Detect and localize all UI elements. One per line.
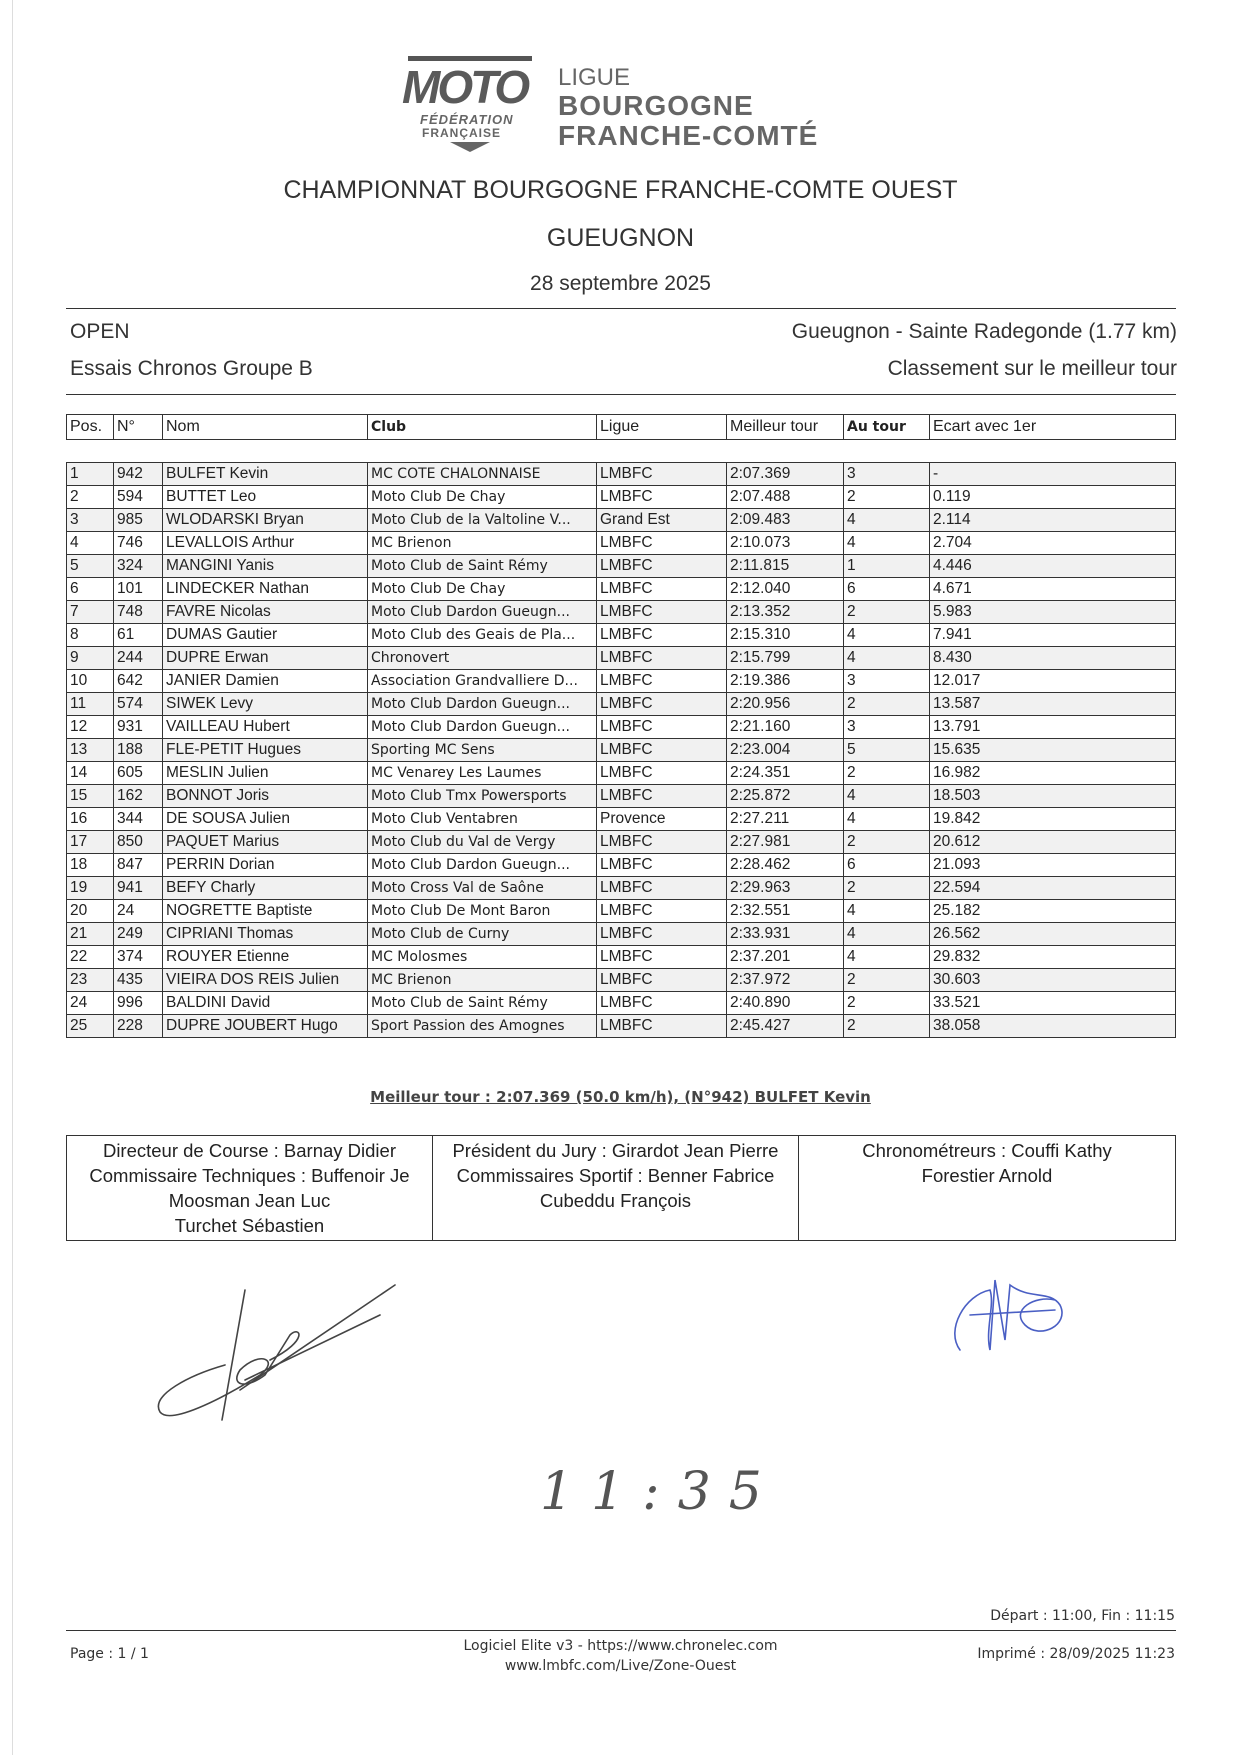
- cell-club: MC Brienon: [368, 969, 597, 992]
- table-row: [67, 509, 1176, 532]
- col-header-gap: Ecart avec 1er: [930, 415, 1176, 440]
- cell-number: 344: [114, 808, 163, 831]
- cell-pos: 7: [67, 601, 114, 624]
- cell-name: NOGRETTE Baptiste: [163, 900, 368, 923]
- cell-pos: 15: [67, 785, 114, 808]
- cell-gap: 33.521: [930, 992, 1176, 1015]
- cell-club: Sporting MC Sens: [368, 739, 597, 762]
- cell-name: PERRIN Dorian: [163, 854, 368, 877]
- cell-at-lap: 4: [844, 785, 930, 808]
- officials-col-timekeepers: [798, 1136, 1175, 1241]
- cell-name: FAVRE Nicolas: [163, 601, 368, 624]
- printed-timestamp: Imprimé : 28/09/2025 11:23: [977, 1646, 1175, 1662]
- cell-gap: 13.791: [930, 716, 1176, 739]
- cell-pos: 12: [67, 716, 114, 739]
- cell-pos: 8: [67, 624, 114, 647]
- cell-club: Moto Club de Saint Rémy: [368, 555, 597, 578]
- cell-club: Association Grandvalliere D...: [368, 670, 597, 693]
- ffm-logo: [400, 52, 540, 152]
- cell-gap: 16.982: [930, 762, 1176, 785]
- cell-league: LMBFC: [597, 463, 727, 486]
- cell-number: 188: [114, 739, 163, 762]
- officials-col-race-direction: [67, 1136, 433, 1241]
- cell-best-lap: 2:23.004: [727, 739, 844, 762]
- cell-name: DUMAS Gautier: [163, 624, 368, 647]
- header-row: [67, 415, 1176, 440]
- cell-best-lap: 2:07.369: [727, 463, 844, 486]
- table-row: [67, 647, 1176, 670]
- cell-number: 249: [114, 923, 163, 946]
- table-row: [67, 1015, 1176, 1038]
- cell-league: LMBFC: [597, 647, 727, 670]
- signature-stroke: [240, 1285, 395, 1390]
- cell-at-lap: 4: [844, 647, 930, 670]
- cell-gap: 15.635: [930, 739, 1176, 762]
- official-line: Commissaires Sportif : Benner Fabrice: [456, 1165, 775, 1186]
- cell-best-lap: 2:10.073: [727, 532, 844, 555]
- cell-at-lap: 5: [844, 739, 930, 762]
- cell-name: JANIER Damien: [163, 670, 368, 693]
- cell-pos: 11: [67, 693, 114, 716]
- official-line: Turchet Sébastien: [174, 1215, 325, 1236]
- cell-name: FLE-PETIT Hugues: [163, 739, 368, 762]
- cell-club: Moto Club du Val de Vergy: [368, 831, 597, 854]
- cell-best-lap: 2:25.872: [727, 785, 844, 808]
- table-row: [67, 877, 1176, 900]
- cell-gap: 30.603: [930, 969, 1176, 992]
- signature-stroke: [970, 1310, 1055, 1315]
- logo-federation-text: FÉDÉRATION: [420, 112, 514, 127]
- scan-edge: [12, 0, 13, 1755]
- official-line: Président du Jury : Girardot Jean Pierre: [452, 1140, 779, 1161]
- cell-club: Moto Club Dardon Gueugn...: [368, 693, 597, 716]
- cell-gap: 12.017: [930, 670, 1176, 693]
- logo-bourgogne-text: BOURGOGNE: [558, 90, 754, 121]
- table-row: [67, 578, 1176, 601]
- col-header-pos: Pos.: [67, 415, 114, 440]
- results-table: [66, 462, 1176, 1038]
- cell-pos: 16: [67, 808, 114, 831]
- category-label: OPEN: [70, 320, 130, 343]
- cell-pos: 6: [67, 578, 114, 601]
- results-table-body: [67, 463, 1176, 1038]
- cell-name: MESLIN Julien: [163, 762, 368, 785]
- cell-pos: 22: [67, 946, 114, 969]
- cell-league: LMBFC: [597, 624, 727, 647]
- cell-at-lap: 3: [844, 670, 930, 693]
- logo-chevron-icon: [450, 142, 490, 152]
- cell-number: 748: [114, 601, 163, 624]
- signature-right: [940, 1270, 1090, 1370]
- cell-at-lap: 2: [844, 969, 930, 992]
- best-lap-summary: Meilleur tour : 2:07.369 (50.0 km/h), (N°942) BULFET Kevin: [370, 1088, 871, 1106]
- officials-row: [67, 1136, 1176, 1241]
- cell-at-lap: 2: [844, 601, 930, 624]
- cell-pos: 10: [67, 670, 114, 693]
- cell-league: Grand Est: [597, 509, 727, 532]
- table-row: [67, 739, 1176, 762]
- cell-pos: 17: [67, 831, 114, 854]
- table-row: [67, 992, 1176, 1015]
- cell-league: LMBFC: [597, 555, 727, 578]
- cell-number: 61: [114, 624, 163, 647]
- cell-club: Moto Club Dardon Gueugn...: [368, 854, 597, 877]
- logo-franche-comte-text: FRANCHE-COMTÉ: [558, 120, 819, 151]
- official-line: Commissaire Techniques : Buffenoir Je: [89, 1165, 410, 1186]
- track-label: Gueugnon - Sainte Radegonde (1.77 km): [791, 320, 1177, 343]
- cell-number: 942: [114, 463, 163, 486]
- cell-at-lap: 2: [844, 992, 930, 1015]
- cell-best-lap: 2:07.488: [727, 486, 844, 509]
- cell-club: Moto Club de Saint Rémy: [368, 992, 597, 1015]
- cell-gap: 20.612: [930, 831, 1176, 854]
- handwritten-time: 11:35: [540, 1462, 780, 1522]
- software-credit: Logiciel Elite v3 - https://www.chronelec.com: [463, 1638, 778, 1654]
- logo-moto-text: MOTO: [402, 61, 528, 113]
- table-row: [67, 946, 1176, 969]
- cell-pos: 2: [67, 486, 114, 509]
- cell-name: BULFET Kevin: [163, 463, 368, 486]
- cell-number: 746: [114, 532, 163, 555]
- cell-league: LMBFC: [597, 762, 727, 785]
- page-number: Page : 1 / 1: [70, 1646, 149, 1662]
- cell-number: 244: [114, 647, 163, 670]
- cell-league: LMBFC: [597, 946, 727, 969]
- table-row: [67, 624, 1176, 647]
- cell-number: 941: [114, 877, 163, 900]
- cell-name: BUTTET Leo: [163, 486, 368, 509]
- cell-club: Moto Cross Val de Saône: [368, 877, 597, 900]
- table-row: [67, 854, 1176, 877]
- signature-left: [150, 1280, 400, 1430]
- logo-ligue-text: LIGUE: [558, 64, 631, 91]
- cell-league: LMBFC: [597, 716, 727, 739]
- cell-at-lap: 1: [844, 555, 930, 578]
- cell-best-lap: 2:28.462: [727, 854, 844, 877]
- cell-league: LMBFC: [597, 601, 727, 624]
- cell-club: MC Brienon: [368, 532, 597, 555]
- cell-league: LMBFC: [597, 670, 727, 693]
- cell-gap: 29.832: [930, 946, 1176, 969]
- cell-number: 642: [114, 670, 163, 693]
- cell-name: VIEIRA DOS REIS Julien: [163, 969, 368, 992]
- cell-gap: 2.704: [930, 532, 1176, 555]
- cell-best-lap: 2:40.890: [727, 992, 844, 1015]
- cell-at-lap: 2: [844, 877, 930, 900]
- table-row: [67, 808, 1176, 831]
- cell-at-lap: 4: [844, 946, 930, 969]
- table-row: [67, 716, 1176, 739]
- cell-gap: 38.058: [930, 1015, 1176, 1038]
- cell-name: VAILLEAU Hubert: [163, 716, 368, 739]
- col-header-club: Club: [368, 415, 597, 440]
- logo-francaise-text: FRANÇAISE: [422, 126, 502, 140]
- venue-title: GUEUGNON: [546, 224, 695, 252]
- cell-pos: 9: [67, 647, 114, 670]
- cell-league: LMBFC: [597, 900, 727, 923]
- cell-league: LMBFC: [597, 923, 727, 946]
- table-row: [67, 670, 1176, 693]
- cell-name: DUPRE Erwan: [163, 647, 368, 670]
- cell-best-lap: 2:15.310: [727, 624, 844, 647]
- cell-best-lap: 2:37.201: [727, 946, 844, 969]
- cell-league: LMBFC: [597, 532, 727, 555]
- signature-stroke: [222, 1290, 245, 1420]
- col-header-best-lap: Meilleur tour: [727, 415, 844, 440]
- cell-number: 847: [114, 854, 163, 877]
- cell-at-lap: 4: [844, 624, 930, 647]
- table-row: [67, 831, 1176, 854]
- signature-stroke: [158, 1332, 299, 1416]
- cell-number: 374: [114, 946, 163, 969]
- cell-league: LMBFC: [597, 693, 727, 716]
- cell-at-lap: 6: [844, 854, 930, 877]
- cell-at-lap: 3: [844, 716, 930, 739]
- cell-club: Moto Club Tmx Powersports: [368, 785, 597, 808]
- cell-name: MANGINI Yanis: [163, 555, 368, 578]
- cell-pos: 25: [67, 1015, 114, 1038]
- cell-gap: 7.941: [930, 624, 1176, 647]
- cell-club: Chronovert: [368, 647, 597, 670]
- cell-gap: 13.587: [930, 693, 1176, 716]
- cell-club: MC COTE CHALONNAISE: [368, 463, 597, 486]
- cell-gap: 21.093: [930, 854, 1176, 877]
- cell-club: MC Venarey Les Laumes: [368, 762, 597, 785]
- footer-divider: [66, 1630, 1176, 1631]
- cell-pos: 14: [67, 762, 114, 785]
- cell-pos: 4: [67, 532, 114, 555]
- col-header-name: Nom: [163, 415, 368, 440]
- cell-club: Moto Club Ventabren: [368, 808, 597, 831]
- cell-name: BONNOT Joris: [163, 785, 368, 808]
- cell-league: LMBFC: [597, 831, 727, 854]
- cell-name: PAQUET Marius: [163, 831, 368, 854]
- cell-best-lap: 2:37.972: [727, 969, 844, 992]
- officials-col-jury: [432, 1136, 798, 1241]
- cell-league: LMBFC: [597, 578, 727, 601]
- cell-name: LINDECKER Nathan: [163, 578, 368, 601]
- cell-gap: 22.594: [930, 877, 1176, 900]
- cell-best-lap: 2:11.815: [727, 555, 844, 578]
- table-row: [67, 969, 1176, 992]
- session-label: Essais Chronos Groupe B: [70, 357, 313, 380]
- cell-name: SIWEK Levy: [163, 693, 368, 716]
- cell-club: Moto Club des Geais de Pla...: [368, 624, 597, 647]
- cell-pos: 18: [67, 854, 114, 877]
- cell-club: Moto Club De Mont Baron: [368, 900, 597, 923]
- cell-club: Moto Club de la Valtoline V...: [368, 509, 597, 532]
- cell-at-lap: 3: [844, 463, 930, 486]
- table-row: [67, 555, 1176, 578]
- cell-pos: 13: [67, 739, 114, 762]
- cell-pos: 24: [67, 992, 114, 1015]
- table-row: [67, 762, 1176, 785]
- cell-club: Moto Club de Curny: [368, 923, 597, 946]
- cell-gap: 18.503: [930, 785, 1176, 808]
- cell-number: 435: [114, 969, 163, 992]
- cell-club: Moto Club Dardon Gueugn...: [368, 601, 597, 624]
- cell-number: 931: [114, 716, 163, 739]
- cell-name: ROUYER Etienne: [163, 946, 368, 969]
- cell-name: LEVALLOIS Arthur: [163, 532, 368, 555]
- cell-league: LMBFC: [597, 739, 727, 762]
- cell-club: Sport Passion des Amognes: [368, 1015, 597, 1038]
- cell-best-lap: 2:13.352: [727, 601, 844, 624]
- cell-name: CIPRIANI Thomas: [163, 923, 368, 946]
- cell-name: WLODARSKI Bryan: [163, 509, 368, 532]
- cell-at-lap: 4: [844, 900, 930, 923]
- cell-at-lap: 2: [844, 693, 930, 716]
- cell-best-lap: 2:32.551: [727, 900, 844, 923]
- cell-gap: 0.119: [930, 486, 1176, 509]
- cell-number: 850: [114, 831, 163, 854]
- cell-number: 324: [114, 555, 163, 578]
- cell-number: 996: [114, 992, 163, 1015]
- cell-at-lap: 2: [844, 1015, 930, 1038]
- cell-gap: -: [930, 463, 1176, 486]
- official-line: Cubeddu François: [539, 1190, 692, 1211]
- start-end-times: Départ : 11:00, Fin : 11:15: [990, 1608, 1175, 1624]
- cell-best-lap: 2:12.040: [727, 578, 844, 601]
- cell-pos: 19: [67, 877, 114, 900]
- table-row: [67, 532, 1176, 555]
- cell-club: Moto Club De Chay: [368, 486, 597, 509]
- table-row: [67, 486, 1176, 509]
- table-row: [67, 463, 1176, 486]
- cell-best-lap: 2:45.427: [727, 1015, 844, 1038]
- cell-league: LMBFC: [597, 854, 727, 877]
- cell-at-lap: 2: [844, 831, 930, 854]
- league-logo: [400, 52, 860, 152]
- cell-gap: 5.983: [930, 601, 1176, 624]
- table-row: [67, 923, 1176, 946]
- cell-pos: 3: [67, 509, 114, 532]
- cell-gap: 26.562: [930, 923, 1176, 946]
- col-header-number: N°: [114, 415, 163, 440]
- cell-best-lap: 2:27.211: [727, 808, 844, 831]
- cell-number: 228: [114, 1015, 163, 1038]
- cell-best-lap: 2:09.483: [727, 509, 844, 532]
- official-line: Moosman Jean Luc: [168, 1190, 331, 1211]
- cell-at-lap: 2: [844, 762, 930, 785]
- cell-pos: 5: [67, 555, 114, 578]
- cell-number: 24: [114, 900, 163, 923]
- cell-name: DUPRE JOUBERT Hugo: [163, 1015, 368, 1038]
- cell-club: Moto Club De Chay: [368, 578, 597, 601]
- official-line: Directeur de Course : Barnay Didier: [102, 1140, 396, 1161]
- table-row: [67, 601, 1176, 624]
- divider: [66, 308, 1176, 309]
- cell-number: 605: [114, 762, 163, 785]
- cell-league: LMBFC: [597, 992, 727, 1015]
- cell-at-lap: 2: [844, 486, 930, 509]
- cell-name: DE SOUSA Julien: [163, 808, 368, 831]
- cell-best-lap: 2:21.160: [727, 716, 844, 739]
- officials-table: [66, 1135, 1176, 1241]
- cell-league: LMBFC: [597, 969, 727, 992]
- cell-name: BEFY Charly: [163, 877, 368, 900]
- cell-number: 985: [114, 509, 163, 532]
- cell-best-lap: 2:24.351: [727, 762, 844, 785]
- cell-league: Provence: [597, 808, 727, 831]
- cell-number: 594: [114, 486, 163, 509]
- cell-at-lap: 6: [844, 578, 930, 601]
- official-line: Forestier Arnold: [921, 1165, 1053, 1186]
- cell-best-lap: 2:15.799: [727, 647, 844, 670]
- cell-pos: 23: [67, 969, 114, 992]
- cell-league: LMBFC: [597, 1015, 727, 1038]
- divider: [66, 394, 1176, 395]
- event-date: 28 septembre 2025: [530, 272, 711, 295]
- cell-gap: 4.671: [930, 578, 1176, 601]
- ranking-basis-label: Classement sur le meilleur tour: [887, 357, 1177, 380]
- cell-best-lap: 2:29.963: [727, 877, 844, 900]
- cell-pos: 21: [67, 923, 114, 946]
- cell-best-lap: 2:33.931: [727, 923, 844, 946]
- cell-club: Moto Club Dardon Gueugn...: [368, 716, 597, 739]
- cell-best-lap: 2:19.386: [727, 670, 844, 693]
- cell-gap: 19.842: [930, 808, 1176, 831]
- cell-best-lap: 2:27.981: [727, 831, 844, 854]
- cell-pos: 1: [67, 463, 114, 486]
- cell-at-lap: 4: [844, 808, 930, 831]
- cell-at-lap: 4: [844, 532, 930, 555]
- official-line: Chronométreurs : Couffi Kathy: [862, 1140, 1112, 1161]
- live-results-url: www.lmbfc.com/Live/Zone-Ouest: [504, 1658, 737, 1674]
- cell-league: LMBFC: [597, 877, 727, 900]
- col-header-league: Ligue: [597, 415, 727, 440]
- table-row: [67, 693, 1176, 716]
- cell-at-lap: 4: [844, 923, 930, 946]
- cell-number: 162: [114, 785, 163, 808]
- table-row: [67, 900, 1176, 923]
- cell-gap: 25.182: [930, 900, 1176, 923]
- cell-name: BALDINI David: [163, 992, 368, 1015]
- table-row: [67, 785, 1176, 808]
- cell-gap: 2.114: [930, 509, 1176, 532]
- cell-league: LMBFC: [597, 486, 727, 509]
- cell-gap: 8.430: [930, 647, 1176, 670]
- cell-at-lap: 4: [844, 509, 930, 532]
- cell-best-lap: 2:20.956: [727, 693, 844, 716]
- championship-title: CHAMPIONNAT BOURGOGNE FRANCHE-COMTE OUEST: [283, 176, 958, 204]
- cell-league: LMBFC: [597, 785, 727, 808]
- cell-number: 101: [114, 578, 163, 601]
- col-header-at-lap: Au tour: [844, 415, 930, 440]
- cell-gap: 4.446: [930, 555, 1176, 578]
- cell-number: 574: [114, 693, 163, 716]
- results-table-header: [66, 414, 1176, 440]
- cell-club: MC Molosmes: [368, 946, 597, 969]
- cell-pos: 20: [67, 900, 114, 923]
